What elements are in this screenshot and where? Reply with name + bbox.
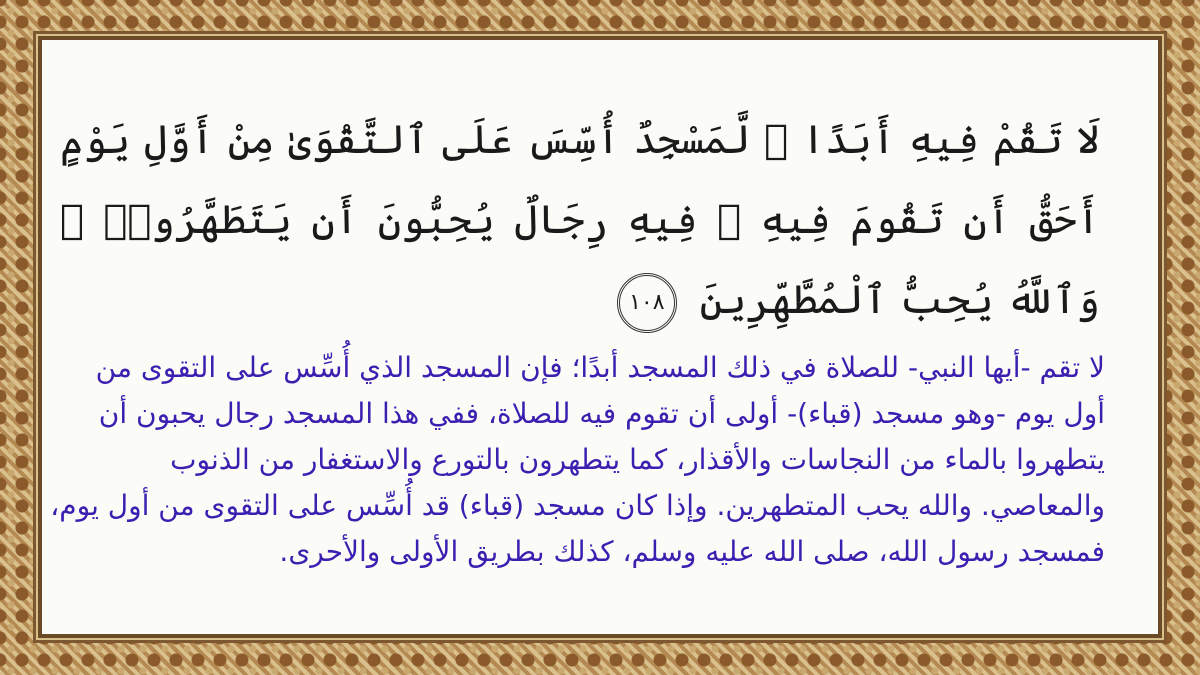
tafsir-text: لا تقم -أيها النبي- للصلاة في ذلك المسجد أبدًا؛ فإن المسجد الذي أُسِّس على التقوى من أول يوم -وهو مسجد (قباء)- أولى أن تقوم فيه للصلاة، ففي هذا المسجد رجال يحبون أن يتطهروا بالماء من النجاسات والأقذار، كما يتطهرون بالتورع والاستغفار من الذنوب والمعاصي. والله يحب المتطهرين. وإذا كان مسجد (قباء) قد أُسِّس على التقوى من أول يوم، فمسجد رسول الله، صلى الله عليه وسلم، كذلك بطريق الأولى والأحرى. [50,351,1105,568]
verse-number-badge: ١٠٨ [617,273,677,333]
quran-verse [60,100,1100,340]
verse-text: لَا تَقُمْ فِيهِ أَبَدًا ۚ لَّمَسْجِدٌ أُسِّسَ عَلَى ٱلتَّقْوَىٰ مِنْ أَوَّلِ يَوْمٍ أَحَقُّ أَن تَقُومَ فِيهِ ۚ فِيهِ رِجَالٌ يُحِبُّونَ أَن يَتَطَهَّرُوا۟ ۚ وَٱللَّهُ يُحِبُّ ٱلْمُطَّهِّرِينَ [60,117,1100,323]
